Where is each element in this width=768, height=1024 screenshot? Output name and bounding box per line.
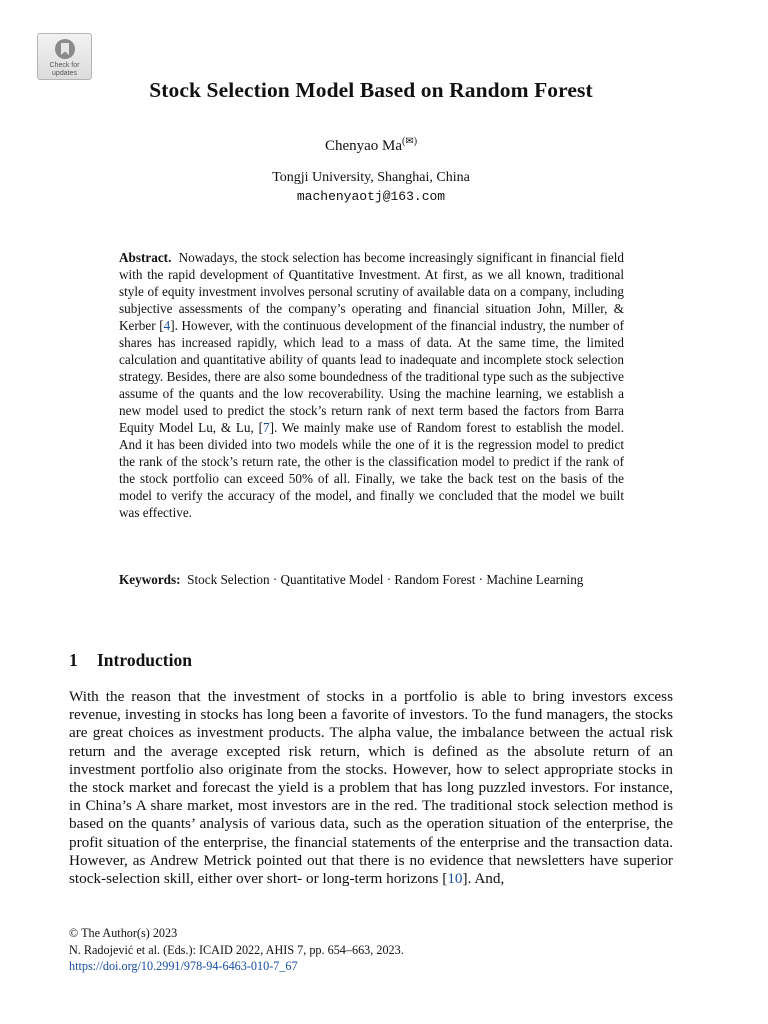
badge-line-1: Check for: [49, 62, 80, 69]
abstract-text-1: Nowadays, the stock selection has become increasingly significant in financial field with the rapid development of Quantitative Investment. At first, as we all known, traditional style of equity investment involves personal scrutiny of available data on a company, including subjective assessments of the company’s operating and financial situation John, Miller, & Kerber [: [119, 250, 624, 333]
section-number: 1: [69, 650, 78, 670]
abstract-text-3: ]. We mainly make use of Random forest to establish the model. And it has been divided into two models while the one of it is the regression model to predict the rank of the stock’s return rate, the other is the classification model to predict if the rank of the stock portfolio can exceed 50% of all. Finally, we take the back test on the basis of the model to verify the accuracy of the model, and finally we concluded that the model we built was effective.: [119, 420, 625, 520]
copyright-line: © The Author(s) 2023: [69, 926, 178, 940]
intro-text-2: ]. And,: [462, 870, 505, 888]
footer: [69, 925, 404, 975]
affiliation: Tongji University, Shanghai, China: [272, 170, 470, 185]
keywords-text: Stock Selection · Quantitative Model · Random Forest · Machine Learning: [187, 572, 584, 587]
doi-link[interactable]: https://doi.org/10.2991/978-94-6463-010-7_67: [69, 959, 298, 973]
corresponding-author-mark: (✉): [402, 136, 418, 147]
author-email[interactable]: machenyaotj@163.com: [296, 189, 446, 204]
section-heading-introduction: [69, 650, 192, 671]
citation-link-7[interactable]: 7: [263, 420, 270, 435]
introduction-paragraph: [69, 688, 673, 888]
author-name: Chenyao Ma: [324, 138, 403, 154]
badge-line-2: updates: [52, 70, 77, 77]
section-title: Introduction: [97, 650, 192, 670]
check-for-updates-badge[interactable]: [37, 33, 92, 80]
keywords-label: Keywords:: [119, 572, 181, 587]
author-line: [0, 136, 742, 155]
keywords: [119, 571, 624, 588]
abstract: [119, 249, 624, 521]
citation-link-4[interactable]: 4: [163, 318, 171, 333]
abstract-label: Abstract.: [119, 250, 172, 265]
paper-title: Stock Selection Model Based on Random Forest: [149, 78, 593, 102]
abstract-text-2: ]. However, with the continuous development of the financial industry, the number of shares has increased rapidly, which lead to a mass of data. At the same time, the limited calculation and quantitative ability of quants lead to inadequate and incomplete stock selection strategy. Besides, there are also some boundedness of the traditional type such as the subjective assume of the quants and the low recoverability. Using the machine learning, we establish a new model used to predict the stock’s return rank of next term based the factors from Barra Equity Model Lu, & Lu, [: [119, 318, 625, 435]
check-for-updates-icon: [53, 37, 77, 61]
citation-line: N. Radojević et al. (Eds.): ICAID 2022, AHIS 7, pp. 654–663, 2023.: [69, 942, 404, 957]
citation-link-10[interactable]: 10: [447, 870, 463, 888]
intro-text-1: With the reason that the investment of stocks in a portfolio is able to bring investors excess revenue, investing in stocks has long been a favorite of investors. To the fund managers, the stocks are great choices as investment products. The alpha value, the imbalance between the actual risk return and the average excepted risk return, which is defined as the absolute return of an investment portfolio also originate from the stocks. However, how to select appropriate stocks in the stock market and forecast the yield is a problem that has long puzzled investors. For instance, in China’s A share market, most investors are in the red. The traditional stock selection method is based on the quants’ analysis of various data, such as the operation situation of the enterprise, the profit situation of the enterprise, the financial statements of the enterprise and the transaction data. However, as Andrew Metrick pointed out that there is no evidence that newsletters have superior stock-selection skill, either over short- or long-term horizons [: [69, 688, 673, 888]
